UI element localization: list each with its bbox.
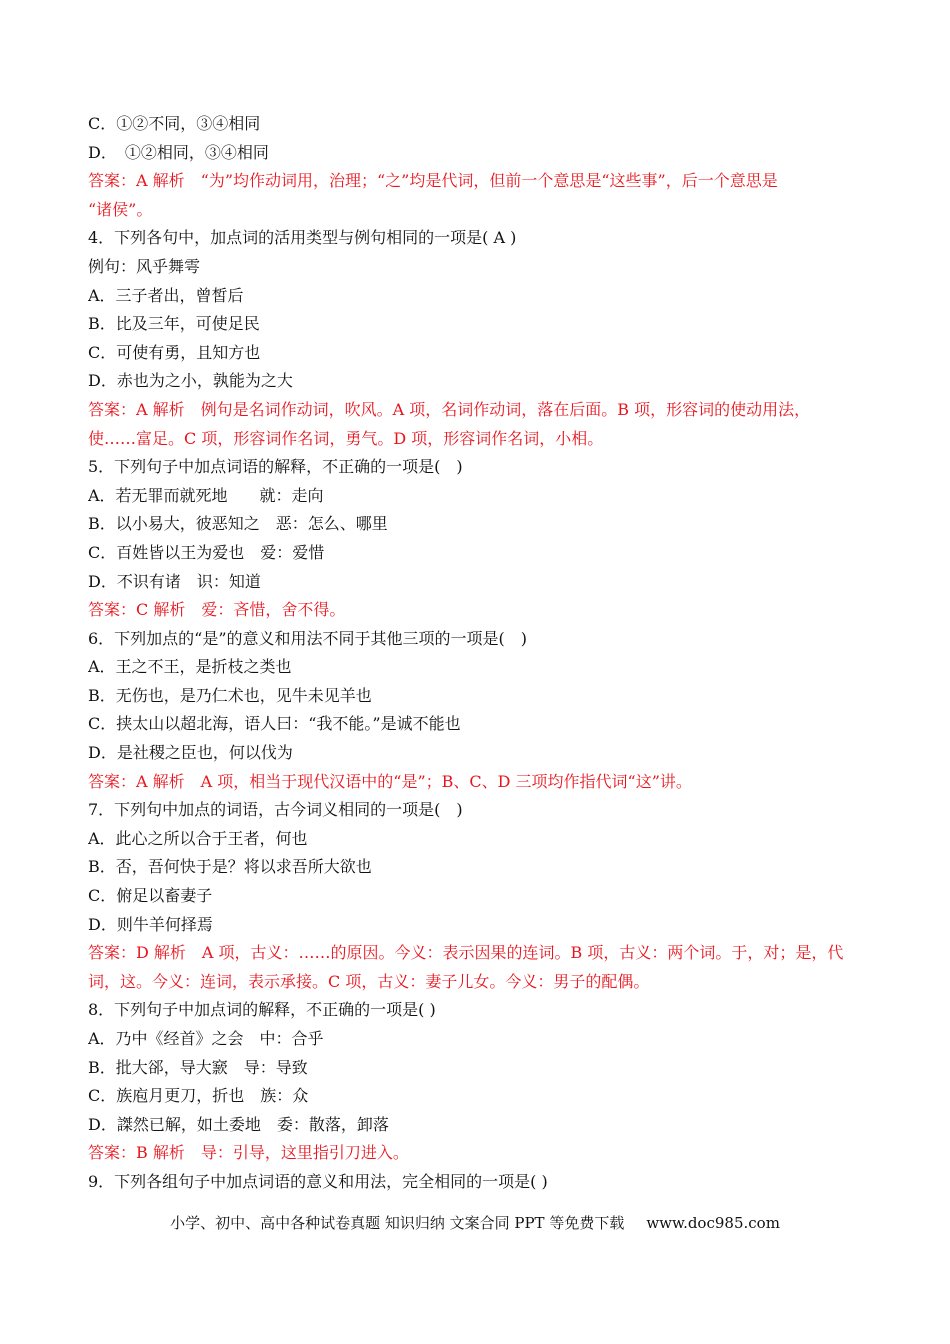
option-line: 例句：风乎舞雩 bbox=[88, 256, 201, 276]
footer-text: 小学、初中、高中各种试卷真题 知识归纳 文案合同 PPT 等免费下载 bbox=[170, 1214, 625, 1232]
question-line: 6．下列加点的“是”的意义和用法不同于其他三项的一项是( ) bbox=[88, 628, 528, 648]
question-line: 7．下列句中加点的词语，古今词义相同的一项是( ) bbox=[88, 800, 463, 820]
option-line: B．批大郤，导大窾 导：导致 bbox=[88, 1057, 308, 1077]
option-line: C．族庖月更刀，折也 族：众 bbox=[88, 1086, 309, 1106]
answer-line: 答案：C 解析 爱：吝惜，舍不得。 bbox=[88, 600, 346, 620]
option-line: C．①②不同，③④相同 bbox=[88, 114, 261, 133]
option-line: D．謋然已解，如土委地 委：散落，卸落 bbox=[88, 1114, 389, 1134]
answer-line: 使……富足。C 项，形容词作名词，勇气。D 项，形容词作名词，小相。 bbox=[88, 428, 604, 448]
answer-line: 答案：A 解析 A 项，相当于现代汉语中的“是”；B、C、D 三项均作指代词“这”讲。 bbox=[88, 771, 692, 791]
option-line: B．无伤也，是乃仁术也，见牛未见羊也 bbox=[88, 685, 372, 705]
footer-url[interactable]: www.doc985.com bbox=[646, 1214, 780, 1232]
option-line: C．可使有勇，且知方也 bbox=[88, 342, 261, 362]
option-line: A．若无罪而就死地 就：走向 bbox=[88, 485, 324, 505]
option-line: D．不识有诸 识：知道 bbox=[88, 571, 261, 591]
document-body bbox=[88, 110, 878, 1197]
answer-line: 答案：D 解析 A 项，古义：……的原因。今义：表示因果的连词。B 项，古义：两个词。于，对；是，代 bbox=[88, 943, 844, 963]
option-line: C．百姓皆以王为爱也 爱：爱惜 bbox=[88, 542, 325, 562]
question-line: 8．下列句子中加点词的解释，不正确的一项是( ) bbox=[88, 1000, 436, 1020]
option-line: D．赤也为之小，孰能为之大 bbox=[88, 371, 293, 391]
option-line: B．比及三年，可使足民 bbox=[88, 314, 260, 334]
option-line: D．是社稷之臣也，何以伐为 bbox=[88, 743, 293, 763]
option-line: A．此心之所以合于王者，何也 bbox=[88, 828, 308, 848]
question-line: 9．下列各组句子中加点词语的意义和用法，完全相同的一项是( ) bbox=[88, 1171, 548, 1191]
answer-line: 答案：A 解析 “为”均作动词用，治理；“之”均是代词，但前一个意思是“这些事”，后一个意思是 bbox=[88, 171, 778, 191]
answer-line: “诸侯”。 bbox=[88, 199, 153, 219]
page-footer bbox=[0, 1212, 950, 1234]
answer-line: 答案：A 解析 例句是名词作动词，吹风。A 项，名词作动词，落在后面。B 项，形容词的使动用法， bbox=[88, 399, 811, 419]
option-line: B．否，吾何快于是？将以求吾所大欲也 bbox=[88, 857, 372, 877]
option-line: C．俯足以畜妻子 bbox=[88, 886, 213, 906]
option-line: A．王之不王，是折枝之类也 bbox=[88, 657, 292, 677]
option-line: C．挟太山以超北海，语人曰：“我不能。”是诚不能也 bbox=[88, 714, 461, 734]
question-line: 5．下列句子中加点词语的解释，不正确的一项是( ) bbox=[88, 457, 463, 477]
answer-line: 答案：B 解析 导：引导，这里指引刀进入。 bbox=[88, 1143, 409, 1163]
option-line: D． ①②相同，③④相同 bbox=[88, 142, 269, 162]
option-line: B．以小易大，彼恶知之 恶：怎么、哪里 bbox=[88, 514, 388, 534]
answer-line: 词，这。今义：连词，表示承接。C 项，古义：妻子儿女。今义：男子的配偶。 bbox=[88, 971, 650, 991]
option-line: D．则牛羊何择焉 bbox=[88, 914, 213, 934]
question-line: 4．下列各句中，加点词的活用类型与例句相同的一项是( A ) bbox=[88, 228, 517, 248]
option-line: A．三子者出，曾皙后 bbox=[88, 285, 244, 305]
option-line: A．乃中《经首》之会 中：合乎 bbox=[88, 1029, 324, 1048]
